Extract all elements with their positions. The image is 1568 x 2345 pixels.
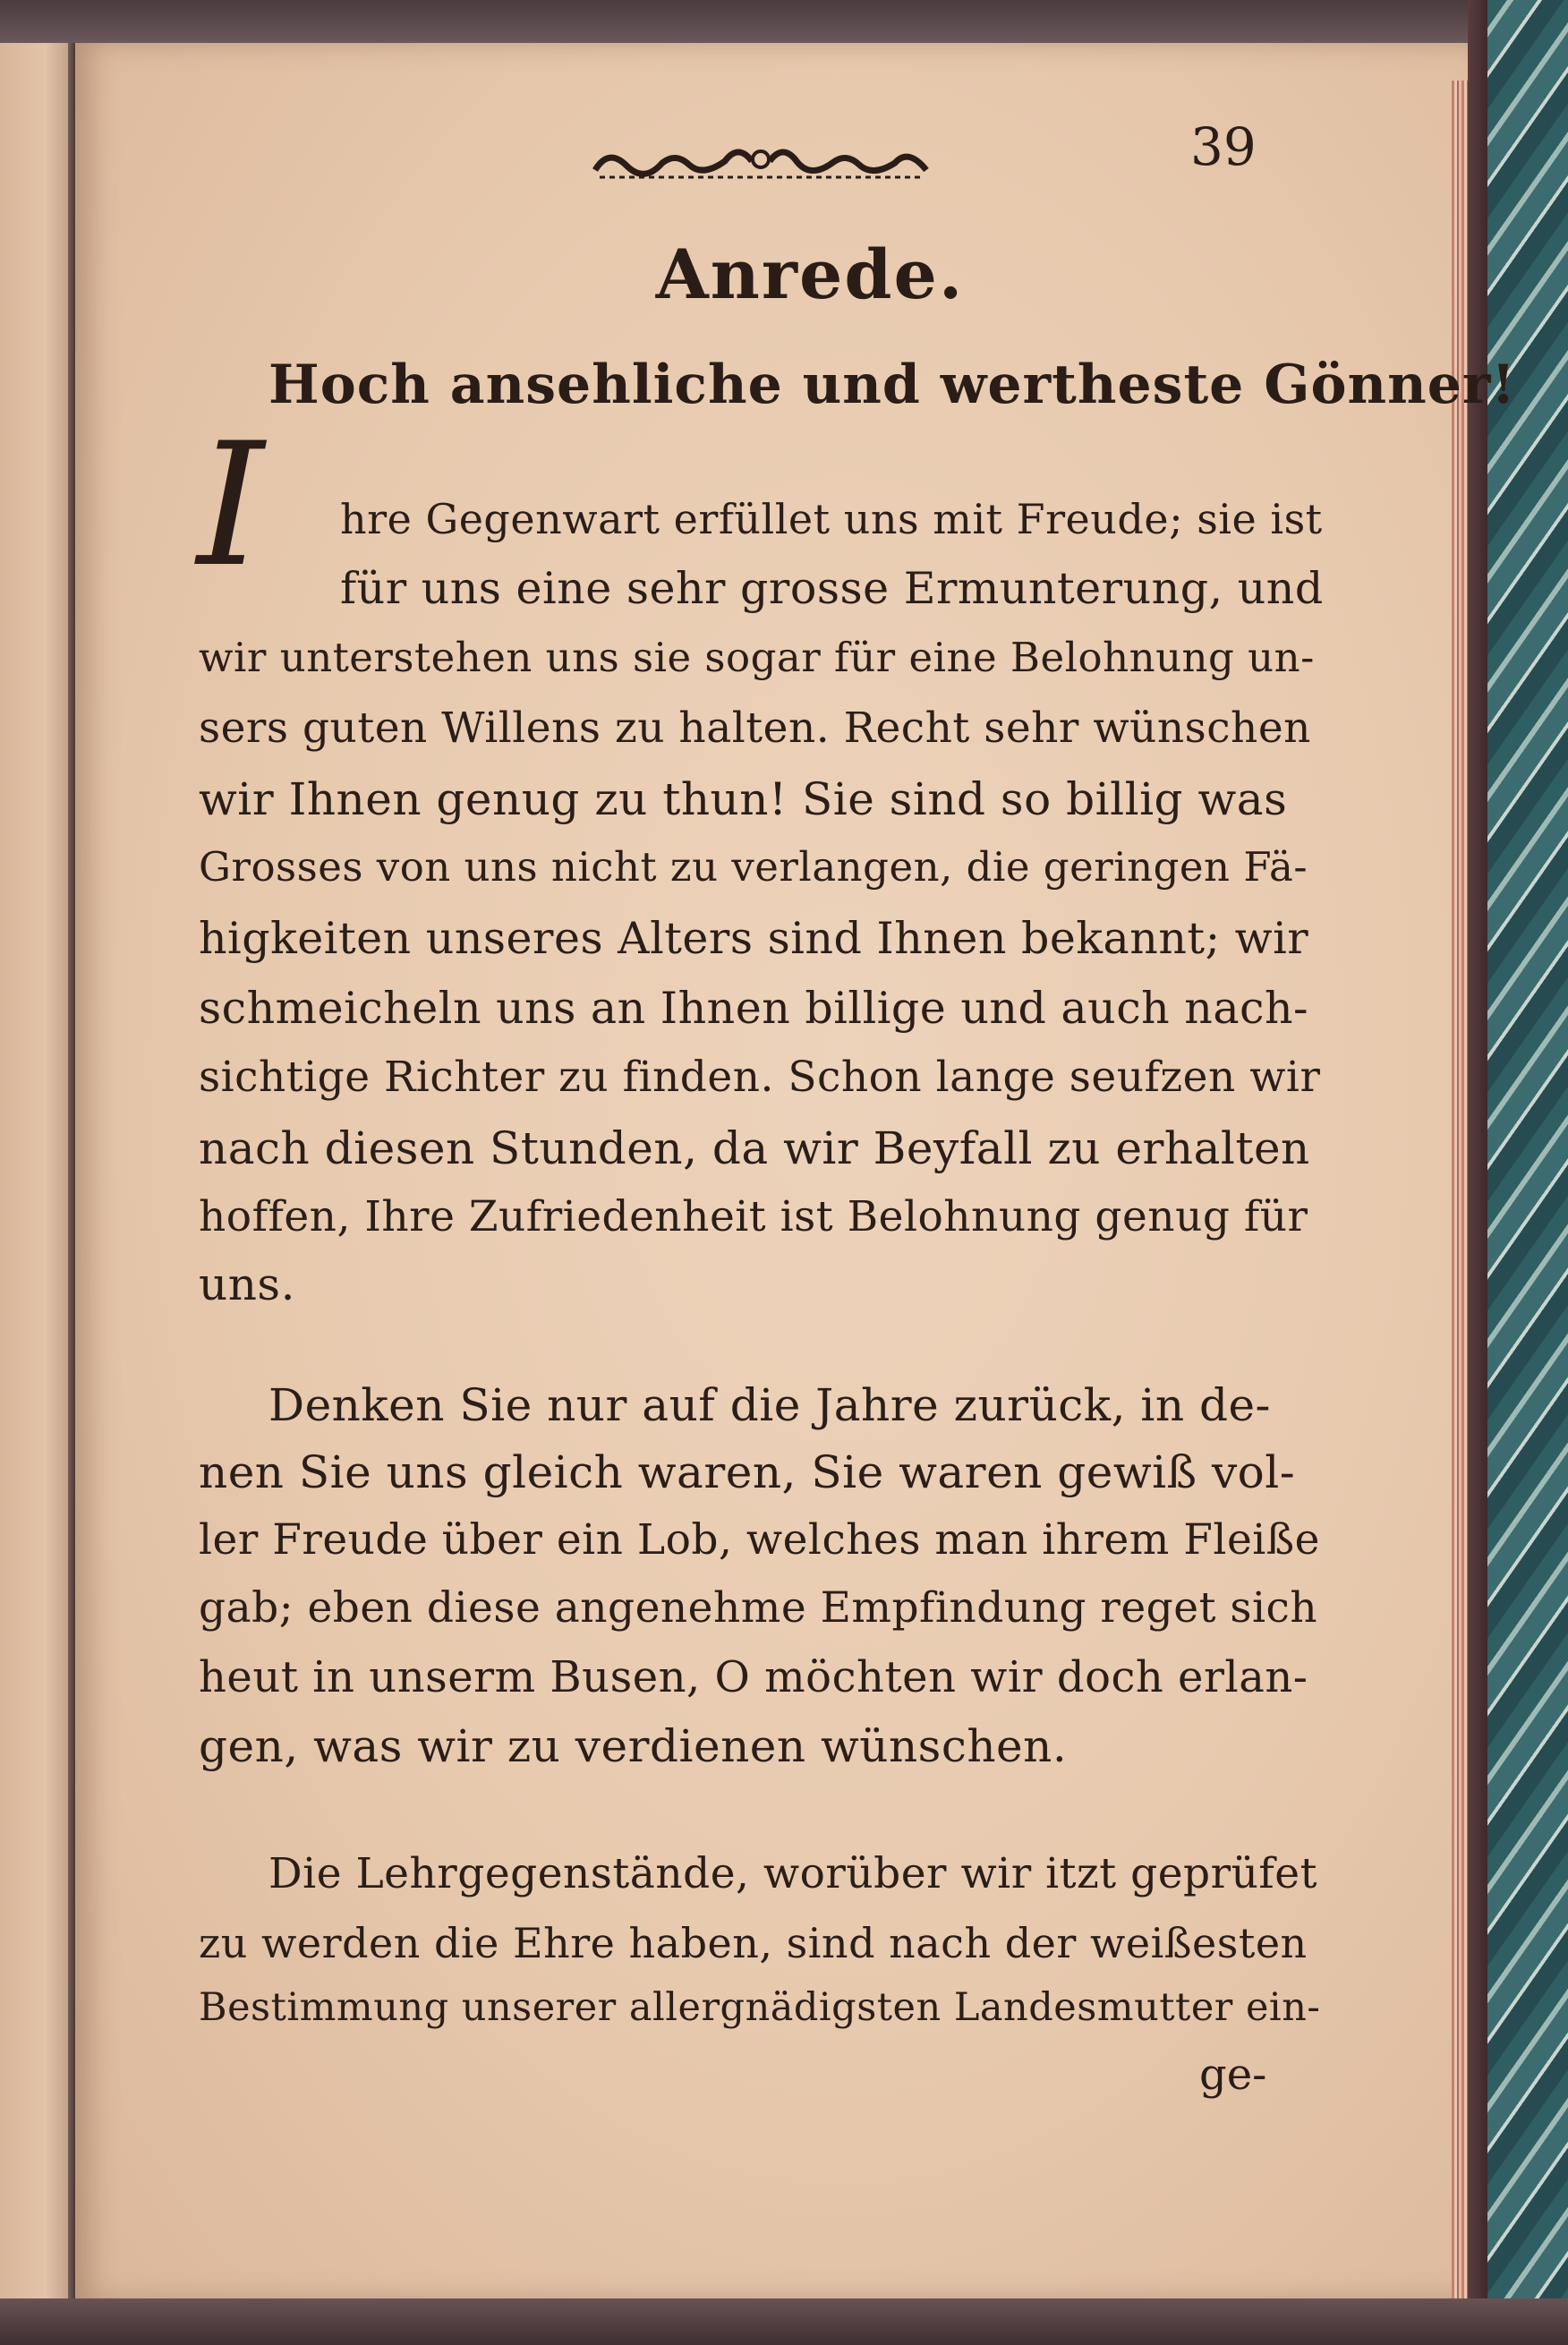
text-line: sichtige Richter zu finden. Schon lange seufzen wir [199,1053,1321,1102]
text-line: Denken Sie nur auf die Jahre zurück, in de- [268,1379,1271,1431]
text-line: nen Sie uns gleich waren, Sie waren gewiß vol- [199,1446,1296,1498]
text-line: Bestimmung unserer allergnädigsten Landesmutter ein- [199,1985,1321,2030]
text-line: sers guten Willens zu halten. Recht sehr wünschen [199,704,1311,753]
text-line: für uns eine sehr grosse Ermunterung, und [340,563,1324,614]
book-top-edge [0,0,1568,47]
catchword: ge- [1199,2050,1267,2100]
text-line: nach diesen Stunden, da wir Beyfall zu erhalten [199,1122,1310,1174]
book-bottom-edge [0,2298,1568,2345]
text-line: ler Freude über ein Lob, welches man ihrem Fleiße [199,1515,1320,1565]
text-line: heut in unserm Busen, O möchten wir doch erlan- [199,1652,1308,1702]
headpiece-ornament [591,134,931,188]
text-line: gen, was wir zu verdienen wünschen. [199,1720,1068,1772]
text-line: hre Gegenwart erfüllet uns mit Freude; sie ist [340,495,1323,543]
page-heading: Anrede. [655,234,965,314]
text-line: schmeicheln uns an Ihnen billige und auch nach- [199,983,1309,1034]
text-line: wir Ihnen genug zu thun! Sie sind so billig was [199,773,1288,825]
left-facing-page [0,43,75,2316]
salutation: Hoch ansehliche und wertheste Gönner! [268,354,1516,416]
marbled-cover-board [1487,0,1568,2345]
text-line: zu werden die Ehre haben, sind nach der weißesten [199,1919,1308,1967]
text-line: uns. [199,1258,295,1310]
text-line: hoffen, Ihre Zufriedenheit ist Belohnung genug für [199,1192,1308,1241]
text-line: higkeiten unseres Alters sind Ihnen bekannt; wir [199,913,1309,964]
text-line: Grosses von uns nicht zu verlangen, die geringen Fä- [199,843,1308,891]
text-line: Die Lehrgegenstände, worüber wir itzt geprüfet [268,1849,1317,1898]
drop-cap: I [197,406,265,604]
text-line: wir unterstehen uns sie sogar für eine Belohnung un- [199,634,1315,681]
text-line: gab; eben diese angenehme Empfindung reget sich [199,1583,1318,1633]
page-number: 39 [1190,116,1257,177]
